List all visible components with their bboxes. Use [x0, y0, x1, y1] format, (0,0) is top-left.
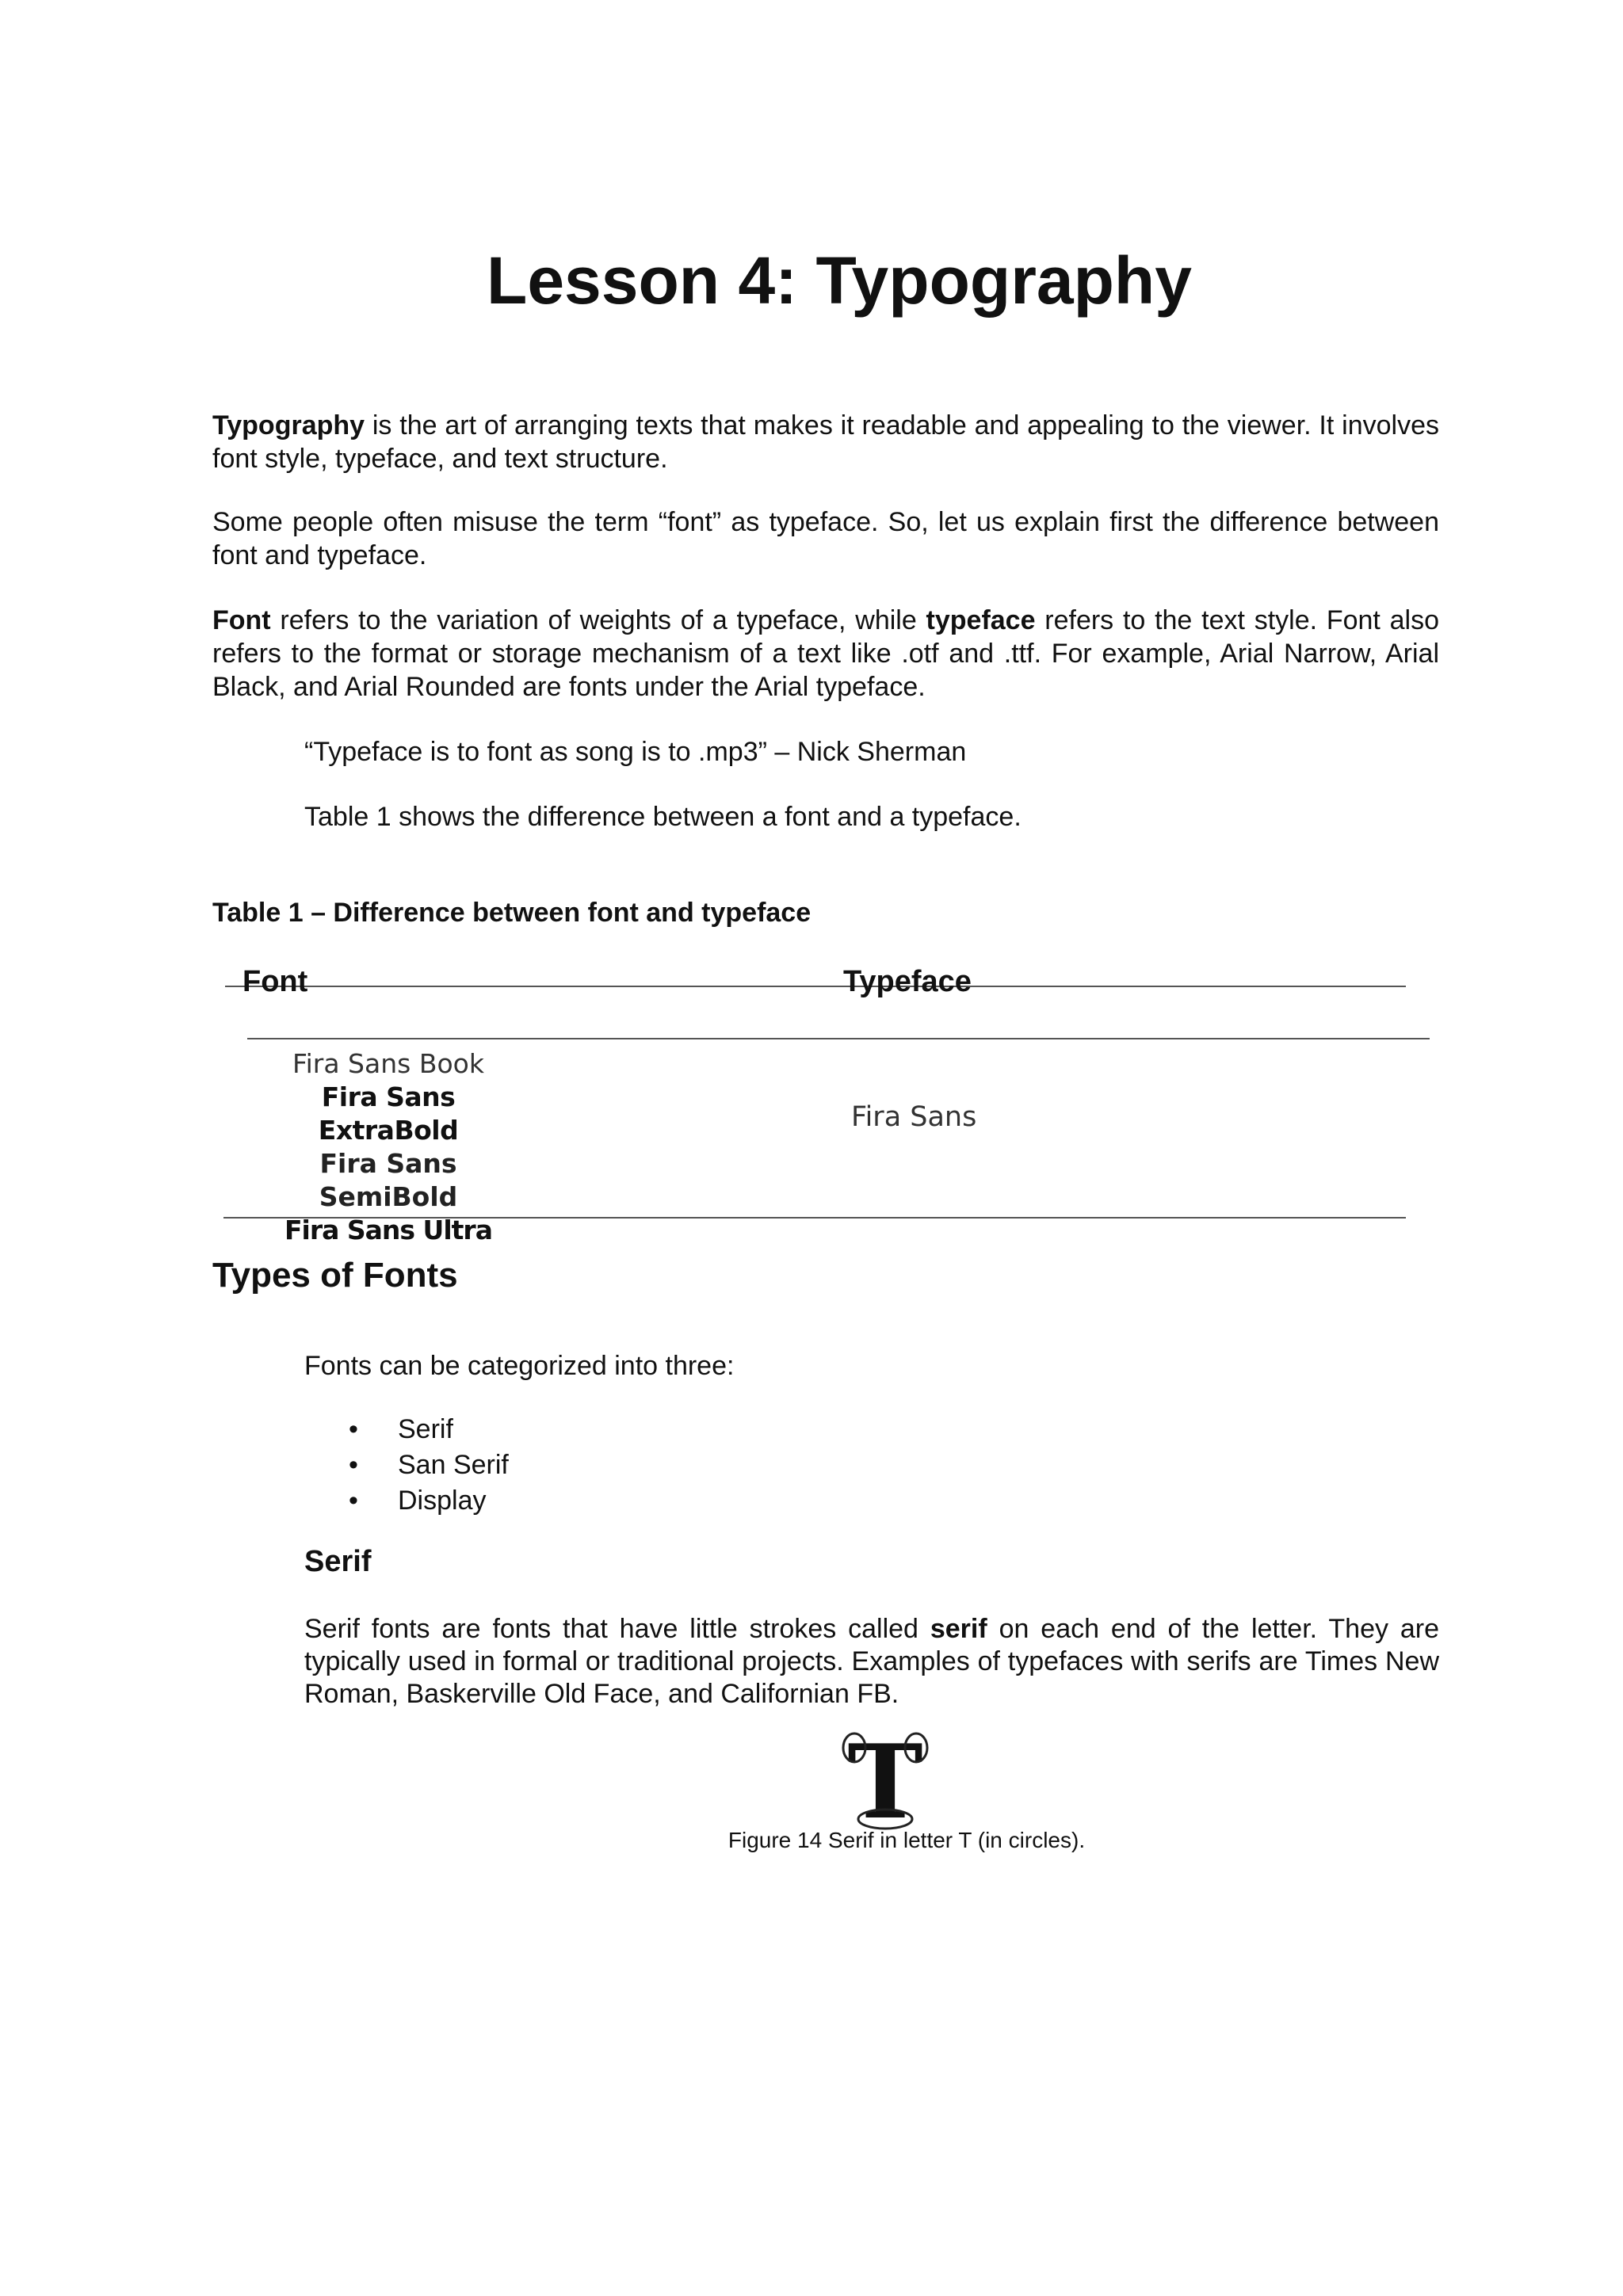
quote: “Typeface is to font as song is to .mp3” – Nick Sherman — [304, 737, 967, 767]
serif-paragraph — [304, 1613, 1439, 1711]
font-types-list — [304, 1412, 509, 1519]
bullet-icon: • — [349, 1450, 358, 1480]
table-intro: Table 1 shows the difference between a font and a typeface. — [304, 802, 1022, 832]
typeface-example: Fira Sans — [851, 1101, 977, 1133]
misuse-paragraph: Some people often misuse the term “font” as typeface. So, let us explain first the difference between font and typeface. — [212, 507, 1439, 570]
bullet-icon: • — [349, 1414, 358, 1444]
list-item: • San Serif — [304, 1447, 509, 1483]
serif-letter: T — [847, 1729, 923, 1832]
table-header-rule — [247, 1038, 1430, 1039]
serif-text-1: Serif fonts are fonts that have little strokes called — [304, 1614, 930, 1644]
page-title: Lesson 4: Typography — [487, 243, 1192, 318]
intro-term: Typography — [212, 410, 365, 441]
table-header-font: Font — [242, 965, 308, 998]
serif-letter-figure — [834, 1729, 937, 1832]
table-bottom-rule — [223, 1217, 1406, 1219]
definition-paragraph — [212, 604, 1439, 704]
table-header-typeface: Typeface — [843, 965, 972, 998]
intro-text: is the art of arranging texts that makes it readable and appealing to the viewer. It involves font style, typeface, and text structure. — [212, 410, 1439, 474]
intro-paragraph — [212, 409, 1439, 475]
table-caption: Table 1 – Difference between font and typeface — [212, 898, 812, 928]
font-example: Fira Sans SemiBold — [319, 1148, 458, 1212]
font-example: Fira Sans ExtraBold — [318, 1081, 459, 1146]
serif-heading: Serif — [304, 1545, 372, 1578]
figure-caption: Figure 14 Serif in letter T (in circles). — [727, 1828, 1086, 1852]
font-example: Fira Sans Book — [292, 1048, 484, 1079]
font-example: Fira Sans Ultra — [285, 1215, 492, 1245]
definition-text-1: refers to the variation of weights of a typeface, while — [270, 605, 926, 635]
list-item: • Display — [304, 1483, 509, 1519]
definition-text-2: refers to the text style. Font also refers to the format or storage mechanism of a text like .otf and .ttf. For example, Arial Narrow, Arial Black, and Arial Rounded are fonts under the Arial typeface. — [212, 605, 1439, 702]
serif-term: serif — [930, 1614, 987, 1644]
bullet-icon: • — [349, 1486, 358, 1516]
list-item: • Serif — [304, 1412, 509, 1447]
definition-term-typeface: typeface — [926, 605, 1036, 635]
serif-text-2: on each end of the letter. They are typically used in formal or traditional projects. Examples of typefaces with serifs are Times New Roman, Baskerville Old Face, and Californian FB. — [304, 1614, 1440, 1709]
table-top-rule — [225, 986, 1406, 987]
types-intro: Fonts can be categorized into three: — [304, 1351, 735, 1381]
types-of-fonts-heading: Types of Fonts — [212, 1256, 458, 1295]
definition-term-font: Font — [212, 605, 271, 635]
